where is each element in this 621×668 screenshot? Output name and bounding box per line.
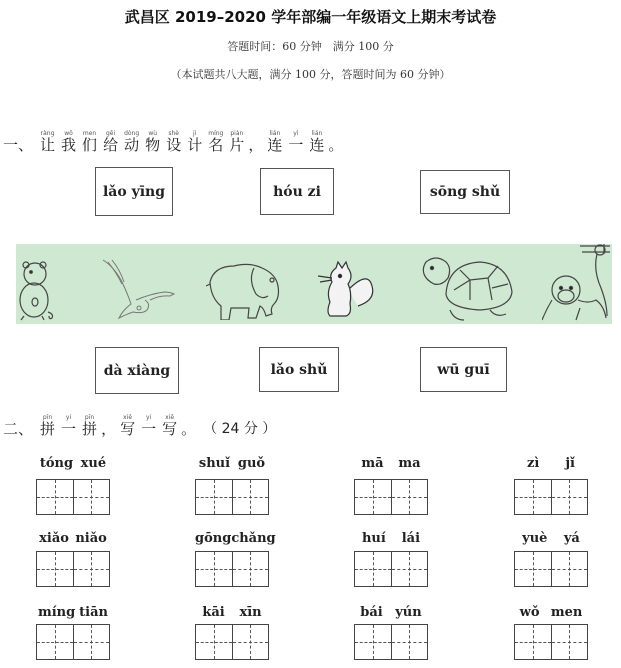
ruby-char: yì 一 bbox=[288, 130, 304, 154]
name-card-laoshu[interactable]: lǎo shǔ bbox=[259, 347, 339, 392]
writing-grid[interactable] bbox=[514, 479, 588, 515]
grid-cell[interactable] bbox=[73, 552, 110, 586]
squirrel-icon[interactable] bbox=[318, 260, 376, 324]
pinyin-b: chǎng bbox=[231, 531, 276, 546]
grid-cell[interactable] bbox=[37, 480, 73, 514]
pinyin-a: tóng bbox=[39, 456, 74, 471]
grid-cell[interactable] bbox=[551, 552, 588, 586]
comma: ， bbox=[101, 420, 117, 438]
ruby-char: gěi 给 bbox=[103, 130, 119, 154]
pinyin-writing-item bbox=[195, 455, 269, 515]
pinyin-b: men bbox=[550, 605, 583, 620]
ruby-char: xiě 写 bbox=[120, 414, 136, 438]
pinyin-a: shuǐ bbox=[198, 456, 231, 471]
pinyin-b: guǒ bbox=[237, 456, 266, 471]
pinyin-b: tiān bbox=[79, 605, 108, 620]
grid-cell[interactable] bbox=[391, 552, 428, 586]
ruby-char: men 们 bbox=[82, 130, 98, 154]
ruby-char: wù 物 bbox=[145, 130, 161, 154]
writing-grid[interactable] bbox=[195, 479, 269, 515]
grid-cell[interactable] bbox=[551, 625, 588, 659]
ruby-char: wǒ 我 bbox=[61, 130, 77, 154]
grid-cell[interactable] bbox=[73, 480, 110, 514]
ruby-char: piàn 片 bbox=[229, 130, 245, 154]
name-card-songshu[interactable]: sōng shǔ bbox=[420, 170, 510, 214]
pinyin-b: yún bbox=[395, 605, 422, 620]
pinyin-a: gōng bbox=[195, 531, 232, 546]
section2-heading bbox=[2, 414, 276, 437]
ruby-char: dòng 动 bbox=[124, 130, 140, 154]
ruby-char: lián 连 bbox=[309, 130, 325, 154]
writing-grid[interactable] bbox=[514, 624, 588, 660]
pinyin-writing-item bbox=[514, 530, 588, 587]
eagle-icon[interactable] bbox=[98, 256, 178, 322]
pinyin-b: ma bbox=[398, 456, 421, 471]
writing-grid[interactable] bbox=[36, 624, 110, 660]
ruby-char: míng 名 bbox=[208, 130, 224, 154]
grid-cell[interactable] bbox=[355, 480, 391, 514]
pinyin-b: jǐ bbox=[565, 456, 575, 471]
name-card-daxiang[interactable]: dà xiàng bbox=[95, 347, 179, 394]
pinyin-b: xīn bbox=[239, 605, 262, 620]
section1-number: 一、 bbox=[3, 136, 34, 154]
pinyin-a: xiǎo bbox=[39, 531, 69, 546]
grid-cell[interactable] bbox=[515, 552, 551, 586]
pinyin-writing-item bbox=[36, 604, 110, 660]
comma: ， bbox=[248, 136, 264, 154]
ruby-char: yi 一 bbox=[61, 414, 77, 438]
name-card-laoying[interactable]: lǎo yīng bbox=[95, 167, 173, 216]
pinyin-writing-item bbox=[354, 530, 428, 587]
animal-band bbox=[16, 244, 612, 324]
name-card-wugui[interactable]: wū guī bbox=[420, 347, 507, 392]
writing-grid[interactable] bbox=[195, 624, 269, 660]
pinyin-a: huí bbox=[361, 531, 386, 546]
ruby-char: pīn 拼 bbox=[40, 414, 56, 438]
ruby-char: pīn 拼 bbox=[82, 414, 98, 438]
pinyin-a: zì bbox=[527, 456, 540, 471]
writing-grid[interactable] bbox=[514, 551, 588, 587]
grid-cell[interactable] bbox=[232, 480, 269, 514]
mouse-icon[interactable] bbox=[16, 260, 58, 322]
grid-cell[interactable] bbox=[391, 480, 428, 514]
section2-number: 二、 bbox=[3, 420, 34, 438]
writing-grid[interactable] bbox=[36, 479, 110, 515]
pinyin-writing-item bbox=[195, 530, 276, 587]
grid-cell[interactable] bbox=[232, 625, 269, 659]
grid-cell[interactable] bbox=[196, 480, 232, 514]
period: 。 bbox=[328, 136, 344, 154]
exam-note: （本试题共八大题，满分 100 分，答题时间为 60 分钟） bbox=[170, 68, 451, 81]
grid-cell[interactable] bbox=[391, 625, 428, 659]
pinyin-writing-item bbox=[36, 530, 110, 587]
ruby-char: ràng 让 bbox=[40, 130, 56, 154]
ruby-char: jì 计 bbox=[187, 130, 203, 154]
pinyin-a: wǒ bbox=[519, 605, 540, 620]
elephant-icon[interactable] bbox=[206, 262, 284, 320]
grid-cell[interactable] bbox=[37, 552, 73, 586]
pinyin-b: xué bbox=[80, 456, 107, 471]
exam-title: 武昌区 2019–2020 学年部编一年级语文上期末考试卷 bbox=[124, 8, 497, 26]
grid-cell[interactable] bbox=[196, 552, 232, 586]
writing-grid[interactable] bbox=[36, 551, 110, 587]
grid-cell[interactable] bbox=[515, 625, 551, 659]
pinyin-a: míng bbox=[37, 605, 76, 620]
ruby-char: xiě 写 bbox=[162, 414, 178, 438]
writing-grid[interactable] bbox=[195, 551, 269, 587]
pinyin-writing-item bbox=[514, 455, 588, 515]
section1-heading bbox=[2, 130, 344, 153]
period: 。 bbox=[181, 420, 197, 438]
pinyin-a: yuè bbox=[522, 531, 548, 546]
ruby-char: yi 一 bbox=[141, 414, 157, 438]
pinyin-writing-item bbox=[195, 604, 269, 660]
pinyin-a: kāi bbox=[202, 605, 225, 620]
pinyin-writing-item bbox=[354, 604, 428, 660]
pinyin-writing-item bbox=[36, 455, 110, 515]
grid-cell[interactable] bbox=[355, 625, 391, 659]
turtle-icon[interactable] bbox=[416, 254, 516, 326]
grid-cell[interactable] bbox=[232, 552, 269, 586]
pinyin-a: bái bbox=[360, 605, 383, 620]
writing-grid[interactable] bbox=[354, 624, 428, 660]
pinyin-b: niǎo bbox=[75, 531, 107, 546]
ruby-char: lián 连 bbox=[267, 130, 283, 154]
pinyin-b: yá bbox=[563, 531, 580, 546]
exam-time-info: 答题时间：60 分钟 满分 100 分 bbox=[227, 40, 394, 53]
writing-grid[interactable] bbox=[354, 479, 428, 515]
writing-grid[interactable] bbox=[354, 551, 428, 587]
ruby-char: shè 设 bbox=[166, 130, 182, 154]
grid-cell[interactable] bbox=[355, 552, 391, 586]
pinyin-writing-item bbox=[514, 604, 588, 660]
pinyin-writing-item bbox=[354, 455, 428, 515]
grid-cell[interactable] bbox=[37, 625, 73, 659]
section2-score: （ 24 分 ） bbox=[203, 421, 277, 437]
grid-cell[interactable] bbox=[73, 625, 110, 659]
grid-cell[interactable] bbox=[196, 625, 232, 659]
grid-cell[interactable] bbox=[515, 480, 551, 514]
monkey-icon[interactable] bbox=[542, 244, 612, 324]
pinyin-a: mā bbox=[361, 456, 384, 471]
pinyin-b: lái bbox=[401, 531, 421, 546]
grid-cell[interactable] bbox=[551, 480, 588, 514]
name-card-houzi[interactable]: hóu zi bbox=[260, 168, 334, 215]
